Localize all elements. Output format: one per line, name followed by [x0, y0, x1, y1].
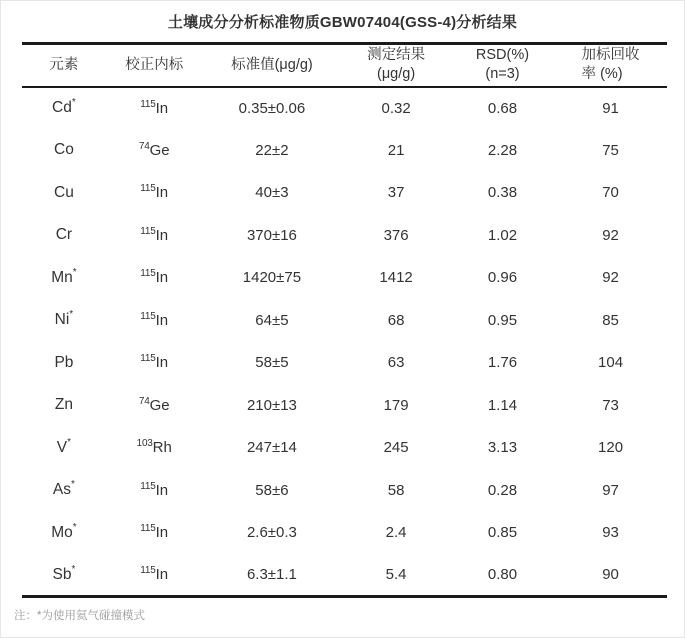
table-body	[22, 87, 667, 597]
table-header	[22, 44, 667, 87]
header-line: 测定结果	[367, 47, 426, 64]
cell-certified-value: 58±6	[255, 481, 289, 499]
table-footnote: 注：*为使用氦气碰撞模式	[14, 610, 145, 622]
table-row	[22, 257, 667, 300]
header-rsd	[451, 44, 554, 87]
cell-certified-value: 58±5	[255, 354, 289, 372]
header-line: RSD(%)	[475, 47, 530, 64]
cell-spike-recovery: 85	[602, 311, 619, 329]
cell-element: Cr	[55, 226, 73, 244]
cell-spike-recovery: 91	[602, 99, 619, 117]
isotope-mass-superscript: 115	[140, 183, 156, 195]
cell-measured-result: 37	[387, 184, 405, 202]
table-row	[22, 469, 667, 512]
cell-rsd: 2.28	[487, 141, 518, 159]
cell-certified-value: 370±16	[246, 226, 297, 244]
cell-rsd: 0.68	[487, 99, 518, 117]
cell-certified-value: 210±13	[246, 396, 297, 414]
cell-internal-standard: $^{115}$In	[140, 353, 169, 372]
helium-mode-asterisk: *	[69, 309, 74, 321]
cell-internal-standard: $^{115}$In	[140, 523, 169, 542]
cell-spike-recovery: 90	[602, 566, 619, 583]
cell-measured-result: 21	[387, 141, 405, 159]
cell-element: Ni*	[54, 309, 74, 329]
cell-certified-value: 2.6±0.3	[246, 524, 297, 542]
cell-spike-recovery: 92	[602, 269, 619, 287]
cell-rsd: 1.14	[487, 396, 518, 414]
cell-measured-result: 2.4	[385, 524, 407, 542]
header-measured-result	[341, 44, 451, 87]
cell-measured-result: 376	[383, 226, 409, 244]
isotope-mass-superscript: 115	[140, 225, 156, 237]
cell-element: Co	[54, 141, 74, 159]
cell-internal-standard: $^{74}$Ge	[138, 395, 170, 414]
table-row	[22, 554, 667, 597]
helium-mode-asterisk: *	[67, 436, 72, 448]
cell-element: Pb	[54, 353, 74, 371]
isotope-mass-superscript: 115	[140, 310, 156, 322]
cell-rsd: 0.96	[487, 269, 518, 287]
cell-spike-recovery: 120	[598, 439, 624, 457]
cell-rsd: 0.85	[487, 524, 518, 542]
cell-measured-result: 63	[387, 354, 405, 372]
table-row	[22, 299, 667, 342]
cell-measured-result: 58	[387, 481, 405, 499]
cell-certified-value: 0.35±0.06	[238, 99, 306, 117]
table-row	[22, 172, 667, 215]
cell-element: Cu	[54, 183, 74, 201]
cell-rsd: 1.76	[487, 354, 518, 372]
header-internal-standard	[106, 44, 203, 87]
header-line: 元素	[49, 56, 79, 73]
isotope-mass-superscript: 74	[138, 140, 150, 152]
cell-spike-recovery: 70	[602, 184, 619, 202]
isotope-mass-superscript: 115	[140, 98, 156, 110]
cell-measured-result: 179	[383, 396, 409, 414]
cell-internal-standard: $^{74}$Ge	[138, 140, 170, 159]
cell-certified-value: 64±5	[255, 311, 289, 329]
helium-mode-asterisk: *	[72, 266, 77, 278]
analysis-results-table	[22, 42, 667, 598]
header-element	[22, 44, 106, 87]
cell-measured-result: 0.32	[381, 99, 411, 117]
header-row	[22, 44, 667, 87]
table-row	[22, 342, 667, 385]
cell-internal-standard: $^{115}$In	[140, 565, 169, 583]
table-row	[22, 384, 667, 427]
cell-certified-value: 22±2	[255, 141, 289, 159]
cell-internal-standard: $^{115}$In	[140, 98, 169, 117]
table-row	[22, 214, 667, 257]
helium-mode-asterisk: *	[71, 563, 76, 575]
cell-rsd: 0.95	[487, 311, 518, 329]
header-line: 标准值(μg/g)	[231, 56, 313, 73]
cell-rsd: 0.80	[487, 566, 518, 583]
cell-certified-value: 6.3±1.1	[246, 566, 297, 583]
cell-rsd: 0.38	[487, 184, 518, 202]
cell-certified-value: 40±3	[255, 184, 289, 202]
cell-spike-recovery: 93	[602, 524, 619, 542]
cell-measured-result: 1412	[379, 269, 413, 287]
cell-spike-recovery: 92	[602, 226, 619, 244]
cell-element: As*	[52, 479, 75, 499]
table-title: 土壤成分分析标准物质GBW07404(GSS-4)分析结果	[167, 14, 518, 31]
cell-internal-standard: $^{115}$In	[140, 310, 169, 329]
cell-rsd: 3.13	[487, 439, 518, 457]
table-row	[22, 427, 667, 470]
helium-mode-asterisk: *	[71, 97, 76, 109]
cell-element: Sb*	[52, 563, 76, 583]
cell-certified-value: 1420±75	[242, 269, 302, 287]
isotope-mass-superscript: 103	[136, 438, 153, 450]
cell-spike-recovery: 97	[602, 481, 619, 499]
isotope-mass-superscript: 115	[140, 353, 156, 365]
isotope-mass-superscript: 74	[138, 395, 150, 407]
header-line: (n=3)	[485, 66, 520, 83]
cell-spike-recovery: 73	[602, 396, 619, 414]
cell-element: Cd*	[52, 97, 76, 117]
isotope-mass-superscript: 115	[140, 565, 156, 576]
header-certified-value	[203, 44, 342, 87]
cell-element: V*	[56, 436, 72, 456]
cell-internal-standard: $^{115}$In	[140, 268, 169, 287]
helium-mode-asterisk: *	[71, 479, 75, 491]
isotope-mass-superscript: 115	[140, 523, 156, 535]
table-row	[22, 512, 667, 555]
cell-spike-recovery: 75	[602, 141, 619, 159]
cell-certified-value: 247±14	[246, 439, 297, 457]
table-row	[22, 87, 667, 130]
cell-spike-recovery: 104	[598, 354, 624, 372]
cell-internal-standard: $^{103}$Rh	[136, 438, 172, 457]
cell-rsd: 1.02	[487, 226, 518, 244]
cell-rsd: 0.28	[487, 481, 518, 499]
cell-internal-standard: $^{115}$In	[140, 480, 169, 499]
table-row	[22, 129, 667, 172]
cell-internal-standard: $^{115}$In	[140, 225, 169, 244]
isotope-mass-superscript: 115	[140, 480, 156, 492]
cell-element: Mo*	[51, 521, 77, 541]
cell-measured-result: 5.4	[385, 566, 407, 583]
isotope-mass-superscript: 115	[140, 268, 156, 280]
header-line: (μg/g)	[377, 66, 416, 83]
helium-mode-asterisk: *	[72, 521, 77, 533]
header-spike-recovery	[554, 44, 667, 87]
cell-element: Zn	[54, 396, 73, 414]
header-line: 率 (%)	[581, 66, 623, 83]
cell-internal-standard: $^{115}$In	[140, 183, 169, 202]
cell-measured-result: 68	[387, 311, 405, 329]
header-line: 加标回收	[581, 47, 640, 64]
header-line: 校正内标	[125, 56, 184, 73]
cell-element: Mn*	[51, 266, 77, 286]
cell-measured-result: 245	[383, 439, 409, 457]
